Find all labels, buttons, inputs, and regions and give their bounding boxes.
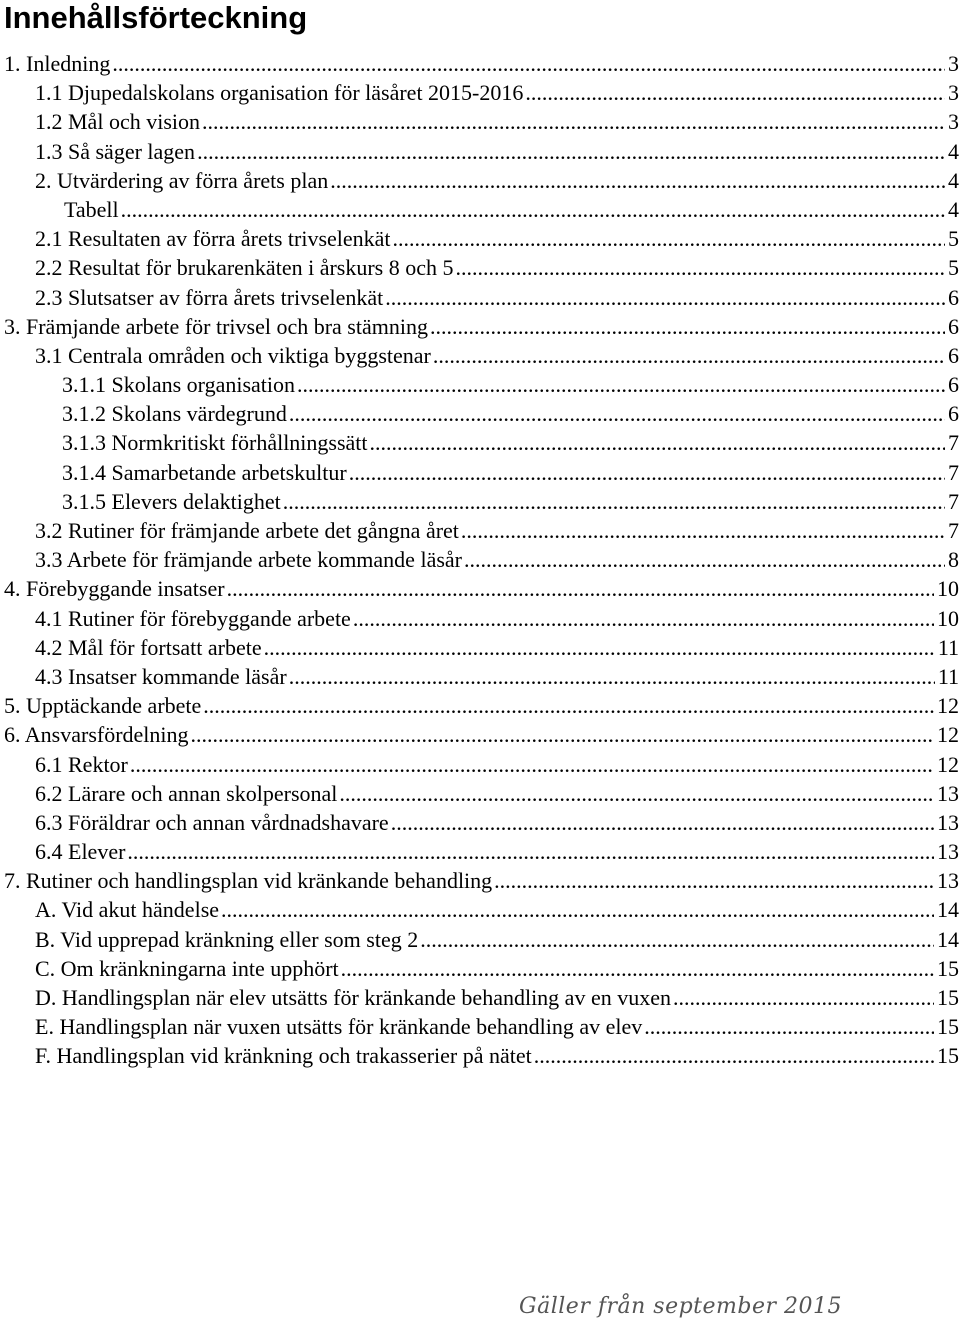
toc-entry[interactable] bbox=[0, 779, 960, 808]
toc-dot-leader bbox=[353, 604, 934, 633]
toc-entry-page-number: 5 bbox=[948, 226, 959, 252]
toc-entry[interactable] bbox=[0, 837, 960, 866]
toc-dot-leader bbox=[264, 633, 935, 662]
toc-entry[interactable] bbox=[0, 691, 960, 720]
toc-dot-leader bbox=[197, 137, 945, 166]
toc-entry-page-number: 6 bbox=[948, 401, 959, 427]
toc-entry-page-number: 13 bbox=[937, 868, 959, 894]
toc-dot-leader bbox=[289, 662, 935, 691]
toc-entry[interactable] bbox=[0, 866, 960, 895]
toc-entry-label: 2.1 Resultaten av förra årets trivselenkät bbox=[35, 226, 391, 252]
toc-entry-label: 2.3 Slutsatser av förra årets trivselenkät bbox=[35, 284, 384, 310]
toc-entry-page-number: 7 bbox=[948, 518, 959, 543]
toc-entry[interactable] bbox=[0, 107, 960, 136]
toc-entry-label: 3.1.3 Normkritiskt förhållningssätt bbox=[62, 430, 368, 456]
toc-entry-label: 2. Utvärdering av förra årets plan bbox=[35, 167, 329, 193]
toc-entry[interactable] bbox=[0, 370, 960, 399]
toc-entry-label: 6.1 Rektor bbox=[35, 751, 128, 777]
toc-dot-leader bbox=[420, 925, 934, 954]
toc-entry[interactable] bbox=[0, 283, 960, 312]
toc-entry-label: F. Handlingsplan vid kränkning och trakasserier på nätet bbox=[35, 1043, 532, 1069]
toc-entry[interactable] bbox=[0, 253, 960, 282]
toc-entry-page-number: 5 bbox=[948, 255, 959, 281]
toc-entry[interactable] bbox=[0, 166, 960, 195]
toc-dot-leader bbox=[673, 983, 934, 1012]
toc-entry-label: 1.2 Mål och vision bbox=[35, 109, 200, 135]
toc-entry-page-number: 4 bbox=[948, 167, 959, 193]
toc-dot-leader bbox=[494, 866, 934, 895]
toc-entry-page-number: 15 bbox=[937, 955, 959, 981]
toc-entry-page-number: 10 bbox=[937, 576, 959, 602]
toc-entry[interactable] bbox=[0, 137, 960, 166]
toc-entry-page-number: 3 bbox=[948, 80, 959, 106]
toc-entry[interactable] bbox=[0, 224, 960, 253]
toc-entry-label: 3. Främjande arbete för trivsel och bra stämning bbox=[4, 313, 428, 339]
toc-entry[interactable] bbox=[0, 954, 960, 983]
toc-entry-page-number: 15 bbox=[937, 1043, 959, 1069]
toc-entry-label: 1.1 Djupedalskolans organisation för läsåret 2015-2016 bbox=[35, 80, 524, 106]
toc-entry[interactable] bbox=[0, 925, 960, 954]
toc-entry[interactable] bbox=[0, 983, 960, 1012]
toc-entry[interactable] bbox=[0, 895, 960, 924]
toc-entry-label: 2.2 Resultat för brukarenkäten i årskurs 8 och 5 bbox=[35, 255, 454, 281]
toc-entry-label: 5. Upptäckande arbete bbox=[4, 693, 202, 719]
toc-entry[interactable] bbox=[0, 545, 960, 574]
toc-entry-label: D. Handlingsplan när elev utsätts för kränkande behandling av en vuxen bbox=[35, 985, 671, 1010]
toc-entry-page-number: 14 bbox=[937, 926, 959, 952]
toc-entry[interactable] bbox=[0, 604, 960, 633]
toc-entry-page-number: 12 bbox=[937, 751, 959, 777]
toc-entry-label: B. Vid upprepad kränkning eller som steg 2 bbox=[35, 926, 419, 952]
toc-dot-leader bbox=[283, 487, 945, 516]
toc-entry[interactable] bbox=[0, 341, 960, 370]
toc-dot-leader bbox=[127, 837, 934, 866]
toc-dot-leader bbox=[644, 1012, 934, 1041]
toc-dot-leader bbox=[391, 808, 934, 837]
toc-entry-page-number: 13 bbox=[937, 809, 959, 835]
toc-entry-label: 3.3 Arbete för främjande arbete kommande läsår bbox=[35, 547, 462, 573]
toc-entry[interactable] bbox=[0, 720, 960, 749]
toc-entry-page-number: 12 bbox=[937, 722, 959, 748]
toc-entry-page-number: 12 bbox=[937, 693, 959, 719]
toc-entry-page-number: 6 bbox=[948, 372, 959, 398]
toc-entry-label: 3.1.2 Skolans värdegrund bbox=[62, 401, 287, 427]
toc-entry-page-number: 3 bbox=[948, 51, 959, 76]
toc-entry-label: 6.4 Elever bbox=[35, 839, 126, 865]
toc-entry[interactable] bbox=[0, 458, 960, 487]
toc-entry-page-number: 15 bbox=[937, 985, 959, 1010]
toc-entry[interactable] bbox=[0, 195, 960, 224]
toc-entry-label: A. Vid akut händelse bbox=[35, 897, 220, 923]
toc-entry[interactable] bbox=[0, 78, 960, 107]
toc-dot-leader bbox=[393, 224, 945, 253]
toc-dot-leader bbox=[130, 750, 934, 779]
toc-entry-label: 3.2 Rutiner för främjande arbete det gångna året bbox=[35, 518, 459, 543]
toc-entry-label: 3.1 Centrala områden och viktiga byggstenar bbox=[35, 342, 431, 368]
toc-entry-page-number: 8 bbox=[948, 547, 959, 573]
toc-entry-page-number: 4 bbox=[948, 196, 959, 222]
toc-dot-leader bbox=[112, 49, 945, 78]
toc-entry-label: 1.3 Så säger lagen bbox=[35, 138, 196, 164]
toc-entry[interactable] bbox=[0, 574, 960, 603]
toc-entry[interactable] bbox=[0, 1012, 960, 1041]
toc-entry-label: 4. Förebyggande insatser bbox=[4, 576, 225, 602]
page-title: Innehållsförteckning bbox=[4, 0, 308, 35]
toc-entry[interactable] bbox=[0, 49, 960, 78]
toc-entry-page-number: 6 bbox=[948, 342, 959, 368]
toc-entry[interactable] bbox=[0, 312, 960, 341]
toc-entry-page-number: 7 bbox=[948, 459, 959, 485]
toc-dot-leader bbox=[191, 720, 934, 749]
footer-validity-note: Gäller från september 2015 bbox=[519, 1294, 842, 1319]
toc-dot-leader bbox=[385, 283, 945, 312]
toc-dot-leader bbox=[297, 370, 945, 399]
toc-entry-page-number: 3 bbox=[948, 109, 959, 135]
toc-dot-leader bbox=[289, 399, 945, 428]
toc-entry-page-number: 13 bbox=[937, 839, 959, 865]
toc-entry[interactable] bbox=[0, 750, 960, 779]
toc-entry-page-number: 7 bbox=[948, 488, 959, 514]
toc-entry-page-number: 6 bbox=[948, 313, 959, 339]
toc-entry-page-number: 13 bbox=[937, 780, 959, 806]
toc-entry[interactable] bbox=[0, 516, 960, 545]
table-of-contents bbox=[0, 49, 960, 1071]
toc-dot-leader bbox=[221, 895, 934, 924]
toc-entry-label: 3.1.5 Elevers delaktighet bbox=[62, 488, 281, 514]
toc-dot-leader bbox=[525, 78, 945, 107]
toc-dot-leader bbox=[433, 341, 945, 370]
toc-entry-label: 3.1.1 Skolans organisation bbox=[62, 372, 296, 398]
toc-entry-label: 6. Ansvarsfördelning bbox=[4, 722, 189, 748]
toc-entry-page-number: 11 bbox=[937, 663, 959, 689]
toc-entry-label: 6.3 Föräldrar och annan vårdnadshavare bbox=[35, 809, 389, 835]
toc-entry-label: 6.2 Lärare och annan skolpersonal bbox=[35, 780, 338, 806]
toc-entry-label: Tabell bbox=[64, 196, 119, 222]
toc-entry-page-number: 6 bbox=[948, 284, 959, 310]
toc-entry-page-number: 15 bbox=[937, 1014, 959, 1040]
toc-entry[interactable] bbox=[0, 662, 960, 691]
toc-dot-leader bbox=[430, 312, 945, 341]
toc-entry-label: 7. Rutiner och handlingsplan vid kränkande behandling bbox=[4, 868, 493, 894]
toc-entry[interactable] bbox=[0, 633, 960, 662]
toc-entry-page-number: 14 bbox=[937, 897, 959, 923]
toc-dot-leader bbox=[349, 458, 945, 487]
toc-entry-label: 4.3 Insatser kommande läsår bbox=[35, 663, 287, 689]
toc-dot-leader bbox=[461, 516, 945, 545]
toc-dot-leader bbox=[339, 779, 934, 808]
toc-dot-leader bbox=[202, 107, 945, 136]
toc-dot-leader bbox=[534, 1041, 934, 1070]
toc-entry-page-number: 11 bbox=[937, 634, 959, 660]
toc-entry-label: E. Handlingsplan när vuxen utsätts för kränkande behandling av elev bbox=[35, 1014, 643, 1040]
toc-entry-page-number: 4 bbox=[948, 138, 959, 164]
toc-entry-label: 1. Inledning bbox=[4, 51, 111, 76]
toc-entry-label: 4.2 Mål för fortsatt arbete bbox=[35, 634, 262, 660]
toc-entry[interactable] bbox=[0, 1041, 960, 1070]
toc-dot-leader bbox=[203, 691, 934, 720]
toc-entry-page-number: 7 bbox=[948, 430, 959, 456]
toc-entry-label: C. Om kränkningarna inte upphört bbox=[35, 955, 339, 981]
toc-dot-leader bbox=[464, 545, 945, 574]
toc-dot-leader bbox=[121, 195, 945, 224]
toc-entry-label: 4.1 Rutiner för förebyggande arbete bbox=[35, 605, 351, 631]
toc-dot-leader bbox=[456, 253, 946, 282]
toc-dot-leader bbox=[370, 428, 945, 457]
toc-entry[interactable] bbox=[0, 428, 960, 457]
toc-dot-leader bbox=[330, 166, 945, 195]
toc-entry[interactable] bbox=[0, 399, 960, 428]
toc-entry[interactable] bbox=[0, 487, 960, 516]
toc-dot-leader bbox=[227, 574, 934, 603]
toc-entry-label: 3.1.4 Samarbetande arbetskultur bbox=[62, 459, 347, 485]
toc-dot-leader bbox=[341, 954, 934, 983]
toc-entry-page-number: 10 bbox=[937, 605, 959, 631]
toc-entry[interactable] bbox=[0, 808, 960, 837]
